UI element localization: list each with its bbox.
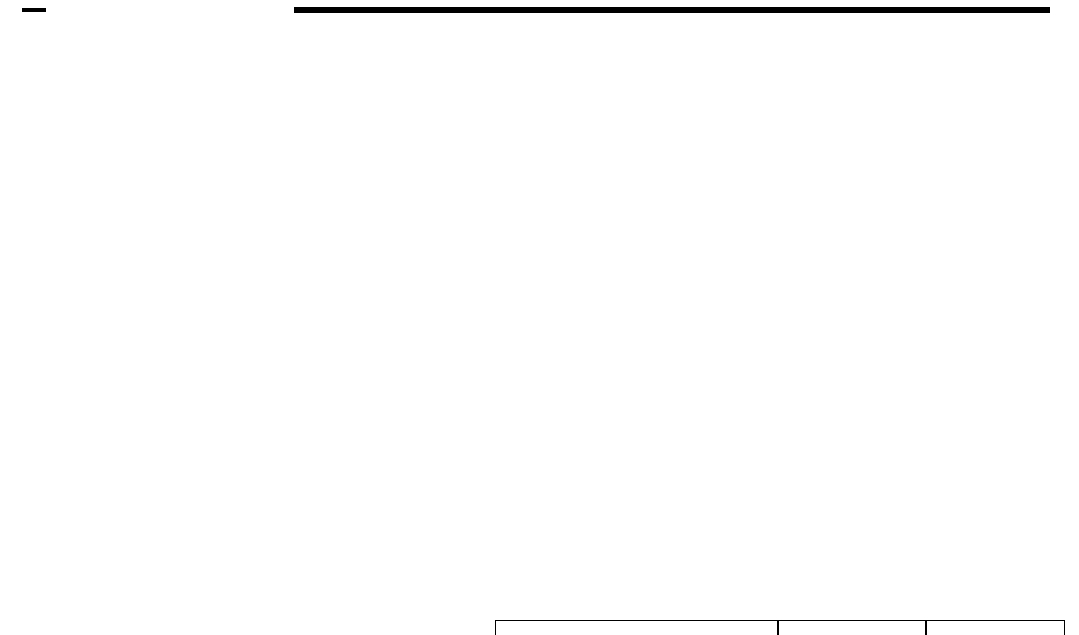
section-bar [294,7,1050,13]
footer-box [495,620,779,635]
not-started-header [22,0,1052,20]
footer-box [777,620,927,635]
footer-box [925,620,1065,635]
section-dash [22,8,46,12]
